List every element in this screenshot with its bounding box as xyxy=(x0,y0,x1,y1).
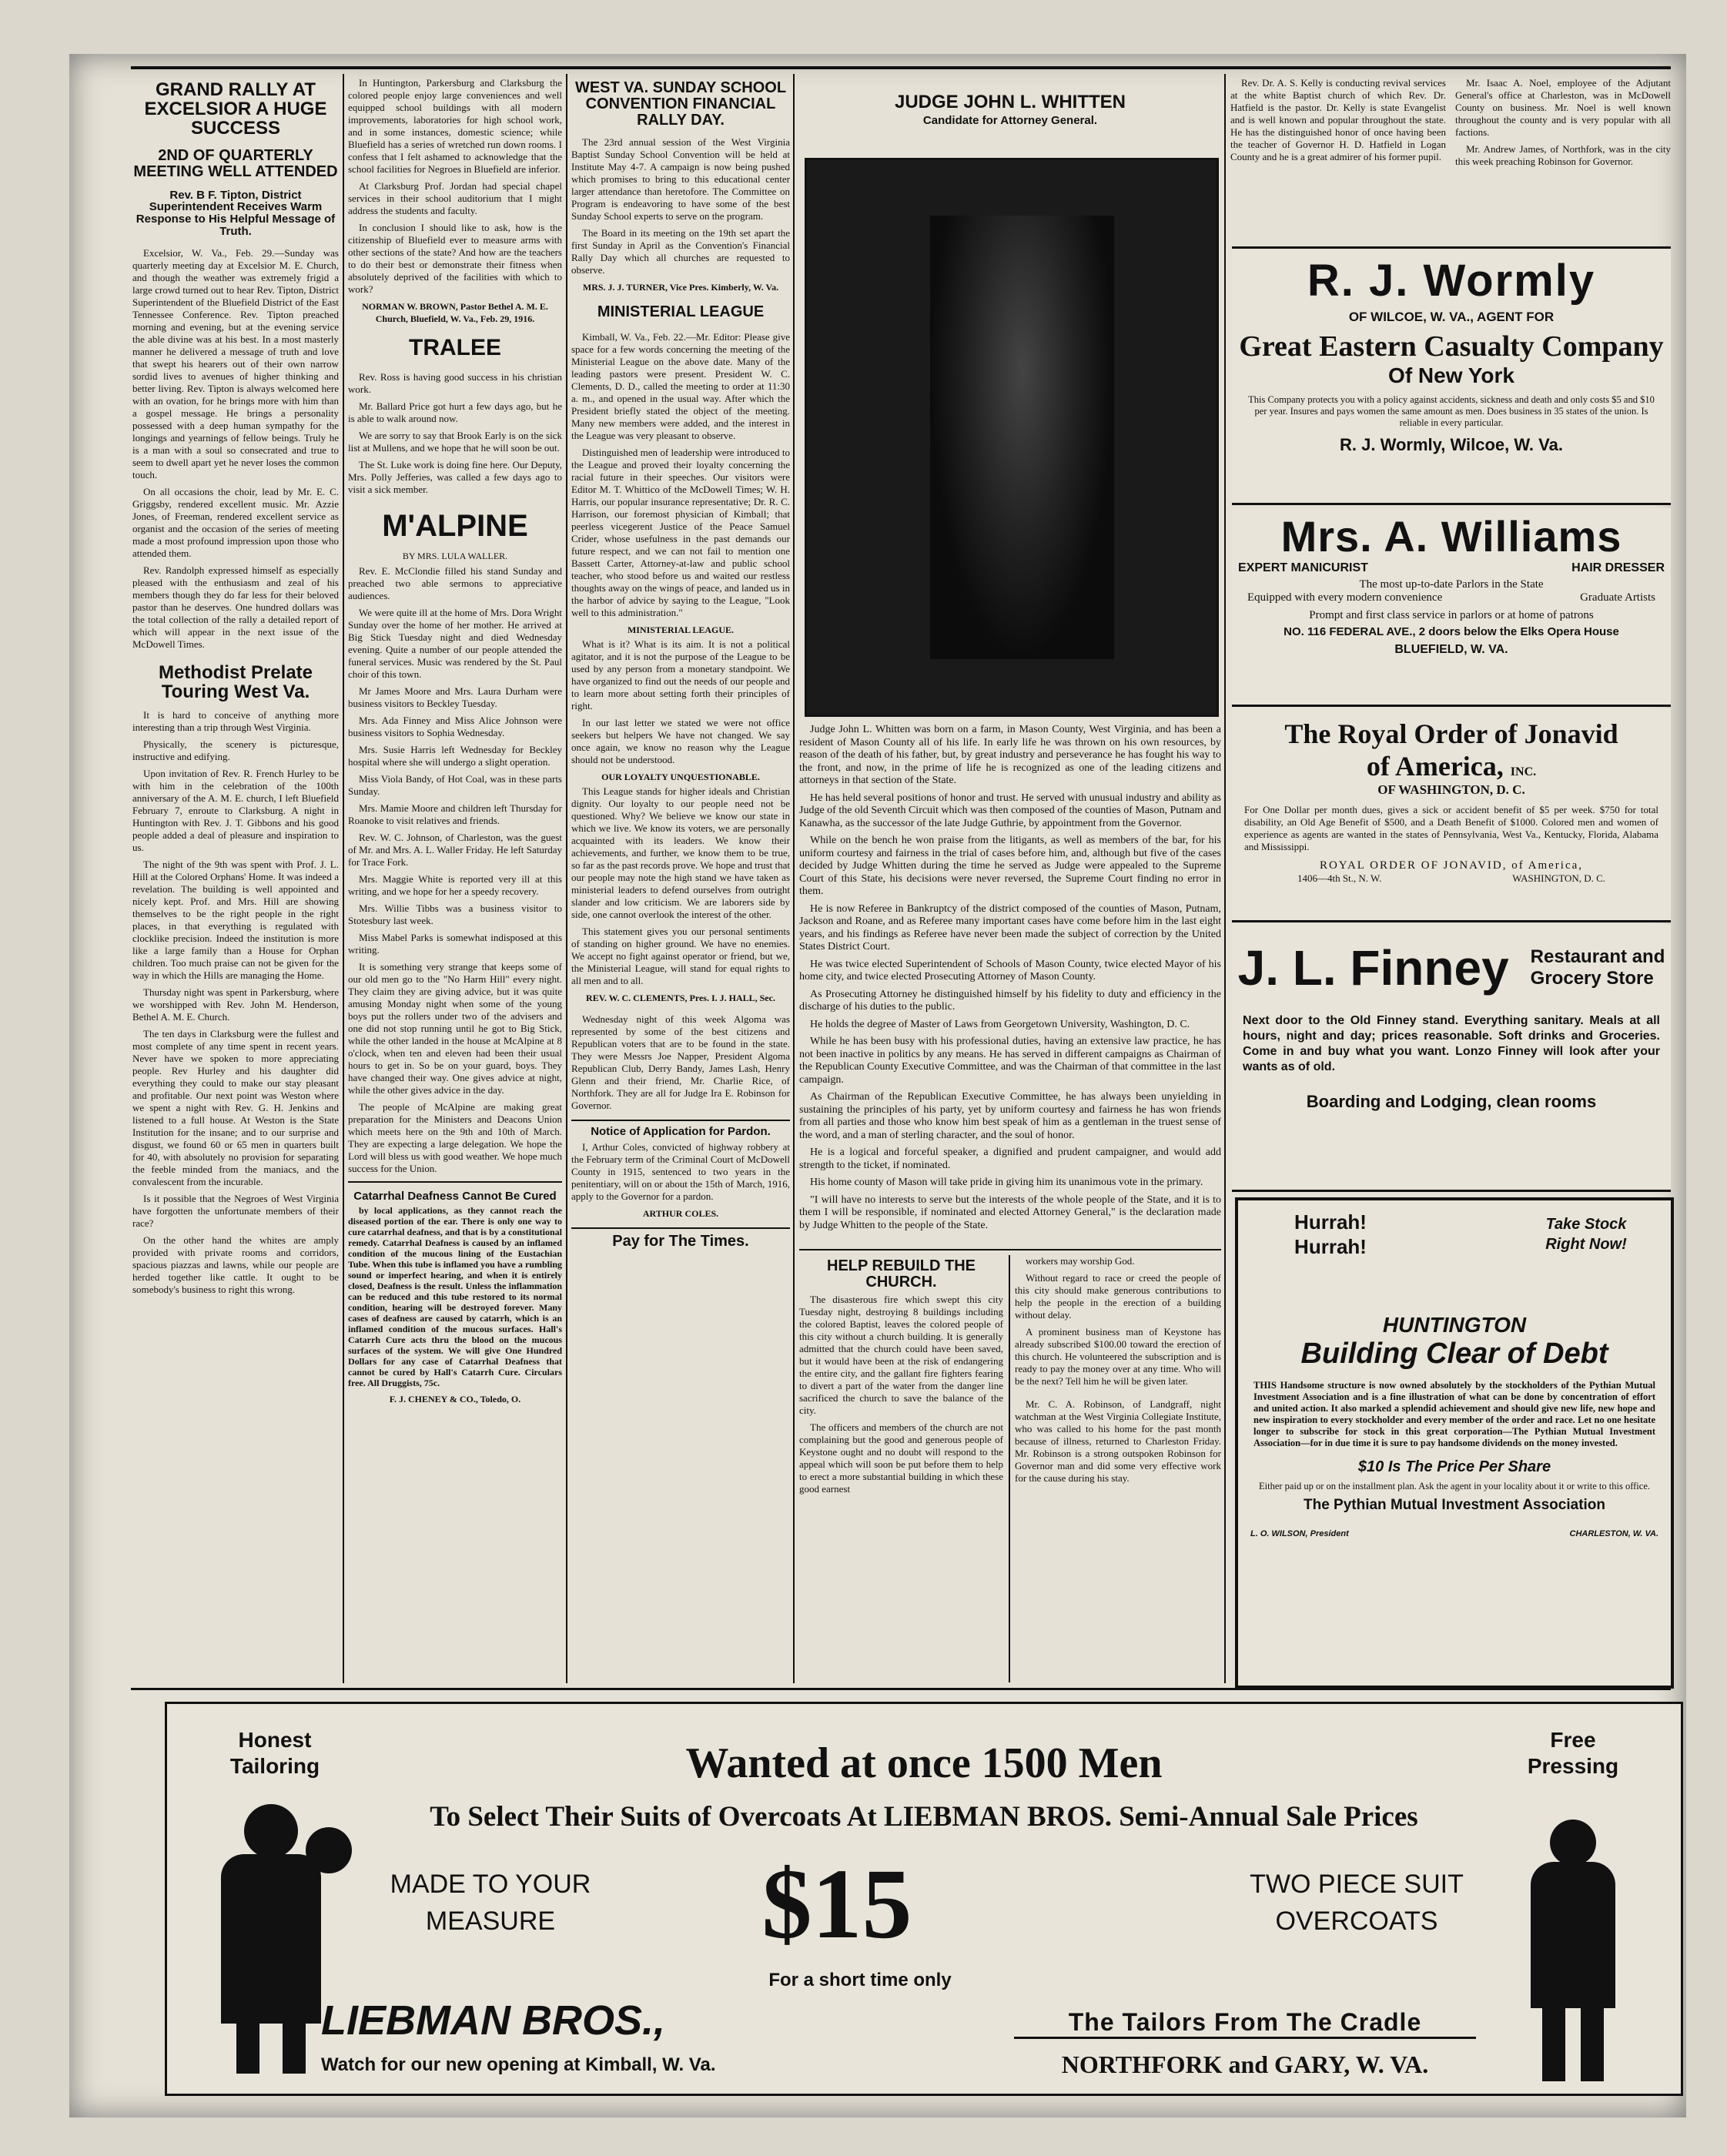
article-paragraph: Wednesday night of this week Algoma was represented by some of the best citizens and Republican voters that are to be found in the state. They were Messrs Joe Napper, President Algoma Republican Club, Derry Bandy, James Lash, Henry Glenn and their friend, Mr. Charlie Rice, of Northfork. They are all for Judge Ira E. Robinson for Governor. xyxy=(571,1013,790,1111)
article-paragraph: In conclusion I should like to ask, how is the citizenship of Bluefield ever to measure arms with other sections of the state? And how are the teachers to do their best or demonstrate their fitness when absolutely deprived of the facilities with which to work? xyxy=(348,222,562,295)
headline-sunday-school: WEST VA. SUNDAY SCHOOL CONVENTION FINANCIAL RALLY DAY. xyxy=(574,79,787,129)
tailors-from-cradle: The Tailors From The Cradle xyxy=(1014,2008,1476,2039)
article-paragraph: The officers and members of the church are not complaining but the good and generous people of Keystone ought and no doubt will respond to the appeal which will soon be put before them to help to erect a more substantial building in which these good earnest xyxy=(799,1421,1003,1495)
williams-line: Prompt and first class service in parlors or at home of patrons xyxy=(1309,609,1594,621)
wormly-text: This Company protects you with a policy against accidents, sickness and death and only costs $5 and $10 per year. Insures and pays women the same amount as men. Does business in 35 states of the union. Is reliable in every particular. xyxy=(1248,394,1655,428)
pythian-ad xyxy=(1235,1197,1674,1689)
article-paragraph: Rev. Randolph expressed himself as especially pleased with the enthusiasm and zeal of his members though they do far less for their beloved pastor than he deserves. One hundred dollars was the total collection of the rally a detailed report of which will appear in the next issue of the McDowell Times. xyxy=(132,564,339,650)
church-article-left xyxy=(799,1255,1003,1682)
column-rule-3 xyxy=(793,74,795,1683)
article-paragraph: The people of McAlpine are making great preparation for the Ministers and Deacons Union which meets here on the 9th and 10th of March. They are expecting a large delegation. We hope the Lord will bless us with good weather. We hope much success for the Union. xyxy=(348,1100,562,1174)
portrait-photo xyxy=(805,158,1219,717)
headline-pardon-notice: Notice of Application for Pardon. xyxy=(571,1120,790,1138)
column-rule-1 xyxy=(343,74,344,1683)
article-paragraph: Distinguished men of leadership were introduced to the League and proved their loyalty concerning the racial future in their speeches. Our visitors were Editor M. T. Whittico of the McDowell Times; W. H. Harris, our popular insurance representative; Dr. R. C. Harrison, our foremost physician of Kimball; that peerless vicegerent Justice of the Peace Samuel Crider, whose usefulness in the past demands our future respect, and we can not fail to mention one Bassett Carter, Attorney-at-law and public school teacher, who stood before us and waited our restless thoughts away on the wings of peace, and landed us in the harbor of advice by saying to the League, "Look well to this administration." xyxy=(571,447,790,618)
article-paragraph: This statement gives you our personal sentiments of standing on higher ground. We have no enemies. We accept no fight against operator or friend, but we, the Ministerial League, will stand for equal rights to all men and to all. xyxy=(571,926,790,986)
two-piece: TWO PIECE SUIT OVERCOATS xyxy=(1250,1870,1464,1936)
jonavid-footer: ROYAL ORDER OF JONAVID, of America, xyxy=(1319,859,1584,872)
liebman-price: $15 xyxy=(761,1849,912,1960)
catarrh-ad-title: Catarrhal Deafness Cannot Be Cured xyxy=(353,1189,557,1203)
jonavid-inc: INC. xyxy=(1510,765,1537,778)
article-paragraph: Mrs. Willie Tibbs was a business visitor to Stotesbury last week. xyxy=(348,902,562,926)
finney-text: Next door to the Old Finney stand. Everything sanitary. Meals at all hours, night and day; prices reasonable. Soft drinks and Groceries. Come in and buy what you want. Lonzo Finney will look after your wants as of old. xyxy=(1243,1014,1660,1073)
catarrh-ad-text: by local applications, as they cannot reach the diseased portion of the ear. There is only one way to cure catarrhal deafness, and that is by a constitutional remedy. Catarrhal Deafness is caused by an inflamed condition of the mucous lining of the Eustachian Tube. When this tube is inflamed you have a rumbling sound or imperfect hearing, and when it is entirely closed, Deafness is the result. Unless the inflammation can be reduced and this tube restored to its normal condition, hearing will be destroyed forever. Many cases of deafness are caused by catarrh, which is an inflamed condition of the mucous surfaces. Hall's Catarrh Cure acts thru the blood on the mucous surfaces of the system. We will give One Hundred Dollars for any case of Catarrhal Deafness that cannot be cured by Hall's Catarrh Cure. Circulars free. All Druggists, 75c. xyxy=(348,1205,562,1389)
pythian-association: The Pythian Mutual Investment Association xyxy=(1303,1497,1606,1513)
article-paragraph: Excelsior, W. Va., Feb. 29.—Sunday was quarterly meeting day at Excelsior M. E. Church, and though the weather was extremely frigid a large crowd turned out to hear Rev. Tipton, District Superintendent of the Bluefield District of the East Tennessee Conference. Rev. Tipton preached morning and evening, but at the evening service the able divine was at his best. In a most masterly manner he delivered a message of truth and love that swept his hearers out of their own narrow sordid lives to avenues of higher thinking and better living. Rev. Tipton is always welcomed here with an ovation, for he brings more with him than a gospel message. He brings a personality possessed with a deep human sympathy for the longings and yearnings of fellow beings. Truly he is a man with a soul so consecrated and true to seem to dwell apart yet he never loses the common touch. xyxy=(132,246,339,480)
article-paragraph: Mr. Ballard Price got hurt a few days ago, but he is able to walk around now. xyxy=(348,400,562,424)
made-to-measure: MADE TO YOUR MEASURE xyxy=(390,1870,591,1936)
jonavid-title: The Royal Order of Jonavid xyxy=(1284,718,1618,749)
article-paragraph: The disasterous fire which swept this city Tuesday night, destroying 8 buildings including the colored Baptist, leaves the colored people of this city without a church building. It is generally admitted that the church could have been saved, but it would have been at the risk of endangering the entire city, and the gallant fire fighters fearing to divert a part of the water from the danger line sacrificed the church to save the balance of the city. xyxy=(799,1294,1003,1416)
wormly-name: R. J. Wormly xyxy=(1307,256,1596,306)
article-paragraph: I, Arthur Coles, convicted of highway robbery at the February term of the Criminal Court of McDowell County in 1915, sentenced to two years in the penitentiary, will on or about the 15th of March, 1916, apply to the Governor for a pardon. xyxy=(571,1140,790,1202)
pythian-headline: Building Clear of Debt xyxy=(1300,1337,1608,1370)
article-paragraph: A prominent business man of Keystone has already subscribed $100.00 toward the erection of this church. He volunteered the subscription and is ready to pay the money over at any time. Who will be the next? Tell him he will be given later. xyxy=(1015,1326,1221,1387)
article-paragraph: Mrs. Maggie White is reported very ill at this writing, and we hope for her a speedy recovery. xyxy=(348,872,562,897)
article-paragraph: In Huntington, Parkersburg and Clarksburg the colored people enjoy large conveniences and well equipped school buildings with all modern improvements, laboratories for high school work, and in some instances, domestic science; while Bluefield has a series of wretched run down rooms. I confess that I felt ashamed to acknowledge that the school facilities for Negroes in Bluefield are inferior. xyxy=(348,77,562,175)
headline-tralee: TRALEE xyxy=(409,335,501,360)
article-paragraph: Kimball, W. Va., Feb. 22.—Mr. Editor: Please give space for a few words concerning the meeting of the Ministerial League on the above date. Many of the leading pastors were present. President W. C. Clements, D. D., called the meeting to order at 11:30 a. m., and opened in the usual way. After which the President briefly stated the object of the meeting. Many new members were added, and the interest in the League was very pleasant to observe. xyxy=(571,331,790,441)
williams-hairdresser: HAIR DRESSER xyxy=(1571,561,1665,574)
article-paragraph: At Clarksburg Prof. Jordan had special chapel services in their school auditorium that I might address the students and faculty. xyxy=(348,180,562,216)
column-1 xyxy=(132,77,339,1682)
column-rule-4b xyxy=(1009,1255,1010,1682)
article-paragraph: His home county of Mason will take pride in giving him its unanimous vote in the primary. xyxy=(810,1177,1203,1188)
article-paragraph: Physically, the scenery is picturesque, instructive and edifying. xyxy=(132,738,339,762)
williams-address: NO. 116 FEDERAL AVE., 2 doors below the Elks Opera House xyxy=(1284,625,1619,638)
pythian-price: $10 Is The Price Per Share xyxy=(1357,1458,1551,1475)
article-paragraph: As Prosecuting Attorney he distinguished himself by his fidelity to duty and efficiency in the discharge of his duties to the public. xyxy=(799,988,1221,1013)
article-paragraph: The Board in its meeting on the 19th set apart the first Sunday in April as the Convention's Financial Rally Day which all churches are requested to observe. xyxy=(571,227,790,276)
subhead-quarterly-meeting: 2ND OF QUARTERLY MEETING WELL ATTENDED xyxy=(133,146,338,180)
headline-mcalpine: M'ALPINE xyxy=(382,508,528,543)
finney-grocery: Grocery Store xyxy=(1530,968,1654,989)
article-paragraph: The ten days in Clarksburg were the fullest and most complete of any time spent in recent years. Never have we spoken to more appreciating people. Rev Hurley and his daughter did everything they could to make our stay pleasant and profitable. Our next point was Weston where we spent a night with Rev. G. H. Jenkins and listened to a full house. At Weston is the State Institution for the insane; and to our surprise and disgust, we found 60 or 65 men in quarters built for 40, with absolutely no provision for separating the feeble minded from the maniacs, and the convalescent from the incurable. xyxy=(132,1027,339,1187)
column-rule-4 xyxy=(1224,74,1226,1683)
pythian-president: L. O. WILSON, President xyxy=(1250,1529,1349,1538)
pythian-hurrah: Hurrah! Hurrah! xyxy=(1294,1210,1367,1258)
honest-label: Honest xyxy=(238,1728,312,1752)
column-5-text xyxy=(1230,77,1671,243)
tailoring-label: Tailoring xyxy=(229,1754,320,1778)
article-paragraph: We were quite ill at the home of Mrs. Dora Wright Sunday over the home of her mother. He arrived at Big Stick Tuesday night and died Wednesday evening. Quite a number of our people attended the funeral services. Music was rendered by the St. Paul choir of this town. xyxy=(348,606,562,680)
article-paragraph: He was twice elected Superintendent of Schools of Mason County, twice elected Mayor of his home city, and twice elected Prosecuting Attorney of Mason County. xyxy=(799,958,1221,983)
liebman-brand: LIEBMAN BROS., xyxy=(321,1997,666,2044)
pythian-city: CHARLESTON, W. VA. xyxy=(1569,1529,1658,1538)
honest-tailoring xyxy=(190,1727,360,1779)
pythian-text: THIS Handsome structure is now owned absolutely by the stockholders of the Pythian Mutual Investment Association and is a fine illustration of what can be done by concentration of effort and united action. It also marked a splendid achievement and should give new life, new hope and new inspiration to every stockholder and every member of the order and race. Let no one hesitate longer to subscribe for stock in this great corporation—The Pythian Mutual Investment Association—for in due time it is sure to pay handsome dividends on the money invested. xyxy=(1253,1380,1655,1448)
article-paragraph: As Chairman of the Republican Executive Committee, he has always been unyielding in sustaining the principles of his party, yet by uniform courtesy and fairness he has won friends from all parties and those who know him best speak of him as a gentleman in the truest sense of the word, and a man of sterling character, and the soul of honor. xyxy=(799,1091,1221,1141)
subhead-tipton: Rev. B F. Tipton, District Superintendent Receives Warm Response to His Helpful Message of Truth. xyxy=(136,188,336,238)
wormly-company: Great Eastern Casualty Company xyxy=(1239,330,1664,363)
top-rule xyxy=(131,66,1671,69)
article-paragraph: Mrs. Mamie Moore and children left Thursday for Roanoke to visit relatives and friends. xyxy=(348,802,562,826)
article-paragraph: While on the bench he won praise from the litigants, as well as members of the bar, for his uniform courtesy and fairness in the trial of cases before him, and, although but five of the cases decided by Judge Whitten during the time he served as Judge were appealed to the Supreme Court of this State, his decisions were never reversed, the Supreme Court finding no error in them. xyxy=(799,835,1221,897)
jonavid-text: For One Dollar per month dues, gives a sick or accident benefit of $5 per week. $750 for total disability, an Old Age Benefit of $500, and a Death Benefit of $1000. Colored men and women of experience as agents are wanted in the states of Pennsylvania, West Va., Kentucky, Florida, Alabama and Mississippi. xyxy=(1244,804,1658,852)
article-paragraph: Is it possible that the Negroes of West Virginia have forgotten the unfortunate members of their race? xyxy=(132,1192,339,1229)
article-paragraph: Rev. W. C. Johnson, of Charleston, was the guest of Mr. and Mrs. A. L. Waller Friday. He left Saturday for Trace Fork. xyxy=(348,831,562,868)
article-paragraph: Miss Mabel Parks is somewhat indisposed at this writing. xyxy=(348,931,562,956)
article-paragraph: The night of the 9th was spent with Prof. J. L. Hill at the Colored Orphans' Home. It was indeed a revelation. The building is well appointed and nicely kept. Prof. and Mrs. Hill are showing themselves to be the right people in the right places, in that everything is regulated with clocklike precision. Indeed the institution is more like a large family than a House for Orphan children. Too much praise can not be given for the way in which the Hills are managing the Home. xyxy=(132,858,339,981)
headline-methodist-prelate: Methodist Prelate Touring West Va. xyxy=(158,661,313,702)
article-paragraph: He holds the degree of Master of Laws from Georgetown University, Washington, D. C. xyxy=(810,1018,1190,1030)
short-time: For a short time only xyxy=(768,1970,952,1990)
williams-line: The most up-to-date Parlors in the State xyxy=(1359,578,1544,591)
signature: REV. W. C. CLEMENTS, Pres. I. J. HALL, Sec. xyxy=(586,993,775,1003)
column-rule-2 xyxy=(566,74,567,1683)
article-paragraph: Judge John L. Whitten was born on a farm, in Mason County, West Virginia, and has been a resident of Mason County all of his life. In early life he was thrown on his own resources, by reason of the death of his father, but, by great industry and perseverance he has fought his way to the front, and now, in the prime of life he is recognized as one of the leading citizens and attorneys in that section of the State. xyxy=(799,724,1221,786)
catarrh-ad xyxy=(348,1181,562,1406)
article-paragraph: He is a logical and forceful speaker, a dignified and prudent campaigner, and would add strength to the ticket, if nominated. xyxy=(799,1147,1221,1171)
column-2 xyxy=(348,77,562,1682)
williams-manicurist: EXPERT MANICURIST xyxy=(1238,561,1368,574)
williams-name: Mrs. A. Williams xyxy=(1280,512,1622,561)
article-paragraph: Mrs. Susie Harris left Wednesday for Beckley hospital where she will undergo a slight operation. xyxy=(348,743,562,768)
free-label: Free xyxy=(1550,1728,1596,1752)
headline-ministerial-league: MINISTERIAL LEAGUE xyxy=(597,303,765,320)
article-paragraph: Without regard to race or creed the people of this city should make generous contributions to help the people in the erection of a building without delay. xyxy=(1015,1272,1221,1321)
headline-help-rebuild: HELP REBUILD THE CHURCH. xyxy=(827,1257,976,1291)
jonavid-city-2: WASHINGTON, D. C. xyxy=(1512,872,1606,884)
pythian-take-stock: Take Stock Right Now! xyxy=(1545,1216,1627,1253)
headline-grand-rally: GRAND RALLY AT EXCELSIOR A HUGE SUCCESS xyxy=(144,79,327,139)
article-paragraph: Thursday night was spent in Parkersburg, where we worshipped with Rev. John M. Henderson, Bethel A. M. E. Church. xyxy=(132,986,339,1023)
subhead-whitten: Candidate for Attorney General. xyxy=(922,114,1098,128)
church-article-right xyxy=(1015,1255,1221,1682)
liebman-headline: Wanted at once 1500 Men xyxy=(685,1739,1163,1787)
liebman-ad xyxy=(165,1702,1683,2096)
article-paragraph: We are sorry to say that Brook Early is on the sick list at Mullens, and we hope that he will soon be out. xyxy=(348,429,562,454)
article-paragraph: Rev. E. McClondie filled his stand Sunday and preached two able sermons to appreciative audiences. xyxy=(348,564,562,601)
finney-restaurant: Restaurant and xyxy=(1530,946,1665,967)
finney-name: J. L. Finney xyxy=(1237,940,1509,996)
article-paragraph: Mr. Andrew James, of Northfork, was in the city this week preaching Robinson for Governor. xyxy=(1455,143,1671,167)
section-rule xyxy=(799,1249,1221,1250)
article-paragraph: On the other hand the whites are amply provided with private rooms and corridors, spacious piazzas and lawns, while our people are herded together like cattle. It ought to be somebody's business to right this wrong. xyxy=(132,1234,339,1295)
article-paragraph: He is now Referee in Bankruptcy of the district composed of the counties of Mason, Putnam, Jackson and Roane, and as Referee many important cases have come before him in the last eight years, and his findings as Referee have never been made the subject of correction by the United States District Court. xyxy=(799,902,1221,952)
subhead: MINISTERIAL LEAGUE. xyxy=(627,624,735,635)
finney-footer: Boarding and Lodging, clean rooms xyxy=(1306,1092,1597,1111)
column-3 xyxy=(571,77,790,1682)
wormly-agent-line: OF WILCOE, W. VA., AGENT FOR xyxy=(1348,310,1555,324)
williams-ad xyxy=(1232,508,1671,707)
article-paragraph: On all occasions the choir, lead by Mr. E. C. Griggsby, rendered excellent music. Mr. Azzie Jones, of Freeman, rendered excellent service as organist and the occasion of the series of meeting made a most profound impression upon those who attended them. xyxy=(132,485,339,559)
article-paragraph: Mrs. Ada Finney and Miss Alice Johnson were business visitors to Sophia Wednesday. xyxy=(348,714,562,738)
man-illustration-right xyxy=(1496,1820,1650,2081)
subhead: OUR LOYALTY UNQUESTIONABLE. xyxy=(601,772,760,782)
article-paragraph: Mr James Moore and Mrs. Laura Durham were business visitors to Beckley Tuesday. xyxy=(348,685,562,709)
article-paragraph: The St. Luke work is doing fine here. Our Deputy, Mrs. Polly Jefferies, was called a few days ago to visit a sick member. xyxy=(348,458,562,495)
signature: MRS. J. J. TURNER, Vice Pres. Kimberly, W. Va. xyxy=(582,282,779,293)
jonavid-title-2: of America, xyxy=(1366,751,1504,782)
williams-line: Equipped with every modern convenience xyxy=(1247,591,1443,604)
article-paragraph: Rev. Dr. A. S. Kelly is conducting revival services at the white Baptist church of which Rev. Dr. Hatfield is the pastor. Dr. Kelly is state Evangelist and is well known and popular throughout the state. He has the distinguished honor of once having been the teacher of Governor H. D. Hatfield in Logan County and he is a great admirer of his former pupil. xyxy=(1230,77,1446,162)
article-paragraph: He has held several positions of honor and trust. He served with unusual industry and ability as Judge of the old Seventh Circuit which was then composed of the counties of Mason, Putnam and Kanawha, as the successor of the late Judge Guthrie, by appointment from the Governor. xyxy=(799,792,1221,829)
article-paragraph: It is something very strange that keeps some of our old men go to the "No Harm Hill" every night. They claim they are giving advice, but it was quite amusing Monday night when some of the young boys put the rollers under two of the advisers and one did not stop running until he got to Big Stick, while the other landed in the house at McAlpine at 8 o'clock, when ten and eleven had been their usual hours to get in. So be on your guard, boys. They have changed their way. One gives advice at night, while the other gives advice in the day. xyxy=(348,960,562,1096)
pressing-label: Pressing xyxy=(1527,1754,1619,1778)
liebman-subhead: To Select Their Suits of Overcoats At LIEBMAN BROS. Semi-Annual Sale Prices xyxy=(430,1801,1418,1833)
wormly-ad xyxy=(1232,246,1671,505)
wormly-city: Of New York xyxy=(1388,363,1514,387)
article-paragraph: In our last letter we stated we were not office seekers but helpers We have not changed. We say once again, we know no reason why the League should not be understood. xyxy=(571,717,790,765)
headline-whitten: JUDGE JOHN L. WHITTEN xyxy=(894,92,1126,112)
free-pressing xyxy=(1496,1727,1650,1779)
column-4-body xyxy=(799,724,1221,1247)
article-paragraph: Rev. Ross is having good success in his christian work. xyxy=(348,370,562,395)
pay-for-times: Pay for The Times. xyxy=(571,1227,790,1250)
article-paragraph: workers may worship God. xyxy=(1026,1255,1135,1267)
article-paragraph: This League stands for higher ideals and Christian dignity. Our loyalty to our people need not be questioned. Why? We believe we know our state in which we live. We know its voters, we are personally acquainted with its leaders. We know their achievements, and further, we know them to be true, so far as the past records prove. We hope and trust that our people may note the high stand we have taken as ministerial leaders to defend ourselves from outright slander and low criticism. We are laborers side by side, one cannot overlook the interest of the other. xyxy=(571,785,790,920)
article-paragraph: Miss Viola Bandy, of Hot Coal, was in these parts Sunday. xyxy=(348,772,562,797)
finney-ad xyxy=(1232,924,1671,1192)
byline: BY MRS. LULA WALLER. xyxy=(402,550,508,561)
williams-line: Graduate Artists xyxy=(1580,591,1655,604)
liebman-locations: NORTHFORK and GARY, W. VA. xyxy=(1061,2051,1429,2078)
watch-opening: Watch for our new opening at Kimball, W. Va. xyxy=(321,2054,716,2075)
article-paragraph: "I will have no interests to serve but the interests of the whole people of the State, and it is to them I will be responsible, if nominated and elected Attorney General," is the declaration made by Judge Whitten to the people of the State. xyxy=(799,1194,1221,1231)
signature: ARTHUR COLES. xyxy=(642,1207,719,1219)
article-paragraph: It is hard to conceive of anything more interesting than a trip through West Virginia. xyxy=(132,708,339,733)
wormly-footer: R. J. Wormly, Wilcoe, W. Va. xyxy=(1340,435,1563,454)
article-paragraph: Mr. Isaac A. Noel, employee of the Adjutant General's office at Charleston, was in McDowell County on business. Mr. Noel is well known throughout the county and is very popular with all factions. xyxy=(1455,77,1671,138)
pythian-text-2: Either paid up or on the installment plan. Ask the agent in your locality about it or write to this office. xyxy=(1259,1481,1650,1491)
article-paragraph: What is it? What is its aim. It is not a political agitator, and it is not the purpose of the League to be used by any person from a monetary standpoint. We have organized to find out the needs of our people and to learn more about setting forth their principles of right. xyxy=(571,638,790,711)
williams-city: BLUEFIELD, W. VA. xyxy=(1394,643,1508,656)
article-paragraph: The 23rd annual session of the West Virginia Baptist Sunday School Convention will be held at Institute May 4-7. A campaign is now being pushed which promises to bring to this educational center larger attendance than heretofore. The Committee on Program is endeavoring to have some of the best Sunday School experts to serve on the program. xyxy=(571,136,790,222)
jonavid-ad xyxy=(1232,708,1671,922)
pythian-huntington: HUNTINGTON xyxy=(1382,1313,1527,1337)
catarrh-ad-signature: F. J. CHENEY & CO., Toledo, O. xyxy=(389,1394,521,1405)
article-paragraph: While he has been busy with his professional duties, having an extensive law practice, he has not been inactive in politics by any means. He has served in different campaigns as Chairman of the Republican County Executive Committee, and was the Chairman of that committee in the last campaign. xyxy=(799,1036,1221,1086)
article-paragraph: Mr. C. A. Robinson, of Landgraff, night watchman at the West Virginia Collegiate Institute, who was called to his home for the past month because of illness, returned to Charleston Friday. Mr. Robinson is a strong outspoken Robinson for Governor man and did some very effective work for the cause during his stay. xyxy=(1015,1398,1221,1484)
jonavid-address: 1406—4th St., N. W. xyxy=(1297,872,1382,884)
signature: NORMAN W. BROWN, Pastor Bethel A. M. E. Church, Bluefield, W. Va., Feb. 29, 1916. xyxy=(362,301,548,324)
jonavid-city: OF WASHINGTON, D. C. xyxy=(1377,782,1525,797)
article-paragraph: Upon invitation of Rev. R. French Hurley to be with him in the celebration of the 100th anniversary of the A. M. E. church, I left Bluefield February 7, enroute to Clarksburg. A night in Huntington with Rev. J. T. Gibbons and his good people added a deal of pleasure and inspiration to us. xyxy=(132,767,339,853)
